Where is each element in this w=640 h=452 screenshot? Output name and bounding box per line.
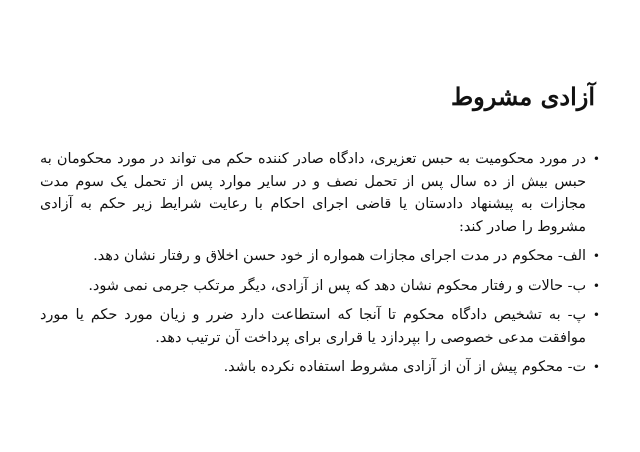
bullet-dot-icon: • — [592, 152, 600, 166]
bullet-dot-icon: • — [592, 360, 600, 374]
bullet-item — [40, 148, 600, 238]
bullet-item — [40, 275, 600, 298]
bullet-text: ت- محکوم پیش از آن از آزادی مشروط استفاده نکرده باشد. — [223, 359, 586, 375]
bullet-dot-icon: • — [592, 249, 600, 263]
bullet-dot-icon: • — [592, 308, 600, 322]
bullet-item — [40, 245, 600, 268]
bullet-text: در مورد محکومیت به حبس تعزیری، دادگاه صادر کننده حکم می تواند در مورد محکومان به حبس بیش از ده سال پس از تحمل نصف و در سایر موارد پس از تحمل یک سوم مدت مجازات به پیشنهاد دادستان یا قاضی اجرای احکام با رعایت شرایط زیر حکم به آزادی مشروط را صادر کند: — [40, 151, 586, 235]
bullet-text: پ- به تشخیص دادگاه محکوم تا آنجا که استطاعت دارد ضرر و زیان مورد حکم یا مورد موافقت مدعی خصوصی را بپردازد یا قراری برای پرداخت آن ترتیب دهد. — [40, 307, 586, 346]
bullet-item — [40, 304, 600, 349]
bullet-item — [40, 356, 600, 379]
slide-title: آزادی مشروط — [450, 82, 595, 111]
bullet-text: الف- محکوم در مدت اجرای مجازات همواره از خود حسن اخلاق و رفتار نشان دهد. — [93, 248, 586, 264]
bullet-list — [40, 148, 600, 386]
bullet-dot-icon: • — [592, 278, 600, 293]
bullet-text: ب- حالات و رفتار محکوم نشان دهد که پس از آزادی، دیگر مرتکب جرمی نمی شود. — [88, 277, 586, 294]
